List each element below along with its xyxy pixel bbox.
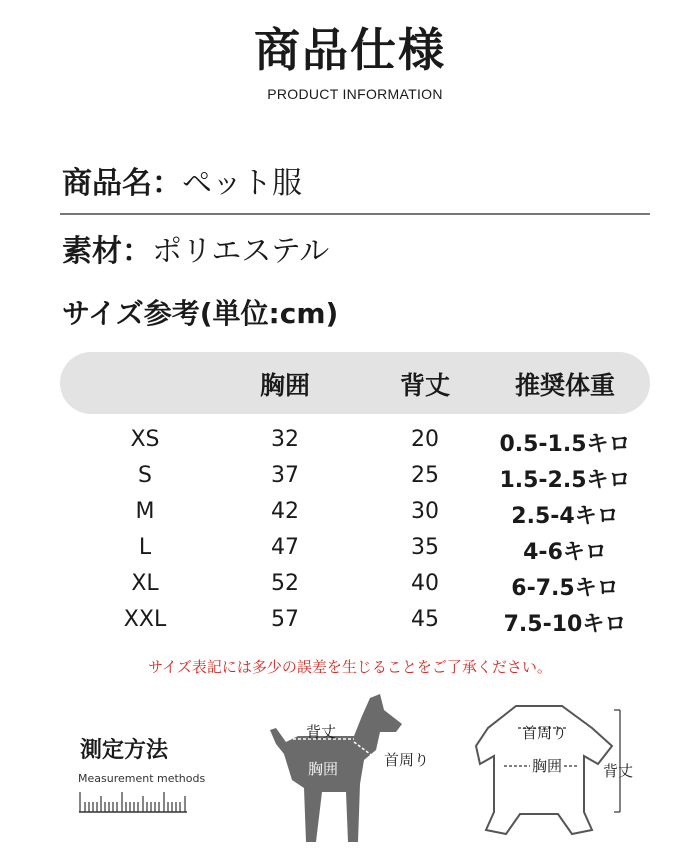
table-cell-size: XS	[130, 427, 160, 452]
garment-neck-label: 首周り	[522, 724, 568, 742]
material-label: 素材：	[62, 234, 152, 269]
table-cell-chest: 32	[271, 427, 299, 452]
material-row	[62, 226, 329, 270]
table-cell-weight: 0.5-1.5キロ	[499, 432, 631, 457]
table-cell-weight: 1.5-2.5キロ	[499, 468, 631, 493]
size-table-heading: サイズ参考(単位:cm)	[62, 297, 339, 330]
measurement-title: 測定方法	[80, 738, 169, 763]
measurement-subtitle: Measurement methods	[78, 772, 206, 785]
table-cell-size: M	[135, 499, 155, 524]
table-cell-weight: 2.5-4キロ	[511, 504, 619, 529]
ruler-icon	[79, 790, 189, 814]
divider	[60, 213, 650, 215]
garment-chest-label: 胸囲	[532, 757, 563, 775]
table-cell-size: L	[138, 535, 152, 560]
dog-neck-label: 首周り	[384, 751, 430, 769]
table-cell-weight: 6-7.5キロ	[511, 576, 619, 601]
column-header-weight: 推奨体重	[514, 371, 615, 400]
size-disclaimer-note: サイズ表記には多少の誤差を生じることをご了承ください。	[148, 658, 552, 676]
column-header-chest: 胸囲	[259, 371, 310, 400]
table-cell-chest: 37	[271, 463, 299, 488]
table-cell-size: XL	[131, 571, 159, 596]
table-cell-back-length: 45	[411, 607, 439, 632]
table-cell-chest: 57	[271, 607, 299, 632]
page-subtitle: PRODUCT INFORMATION	[267, 86, 443, 102]
table-cell-weight: 7.5-10キロ	[503, 612, 627, 637]
table-cell-back-length: 40	[411, 571, 439, 596]
table-cell-back-length: 20	[411, 427, 439, 452]
material-value: ポリエステル	[152, 234, 330, 269]
product-name-value: ペット服	[182, 166, 302, 201]
table-cell-back-length: 35	[411, 535, 439, 560]
table-cell-chest: 42	[271, 499, 299, 524]
garment-back-label: 背丈	[603, 762, 634, 780]
table-cell-size: XXL	[123, 607, 167, 632]
table-cell-back-length: 30	[411, 499, 439, 524]
product-name-label: 商品名：	[62, 166, 182, 201]
table-cell-chest: 47	[271, 535, 299, 560]
product-name-row	[62, 158, 302, 202]
page-title: 商品仕様	[254, 23, 446, 77]
table-cell-weight: 4-6キロ	[523, 540, 607, 565]
dog-back-label: 背丈	[306, 723, 337, 741]
column-header-back-length: 背丈	[399, 371, 450, 400]
table-cell-back-length: 25	[411, 463, 439, 488]
table-cell-size: S	[138, 463, 152, 488]
dog-chest-label: 胸囲	[308, 760, 339, 778]
table-cell-chest: 52	[271, 571, 299, 596]
